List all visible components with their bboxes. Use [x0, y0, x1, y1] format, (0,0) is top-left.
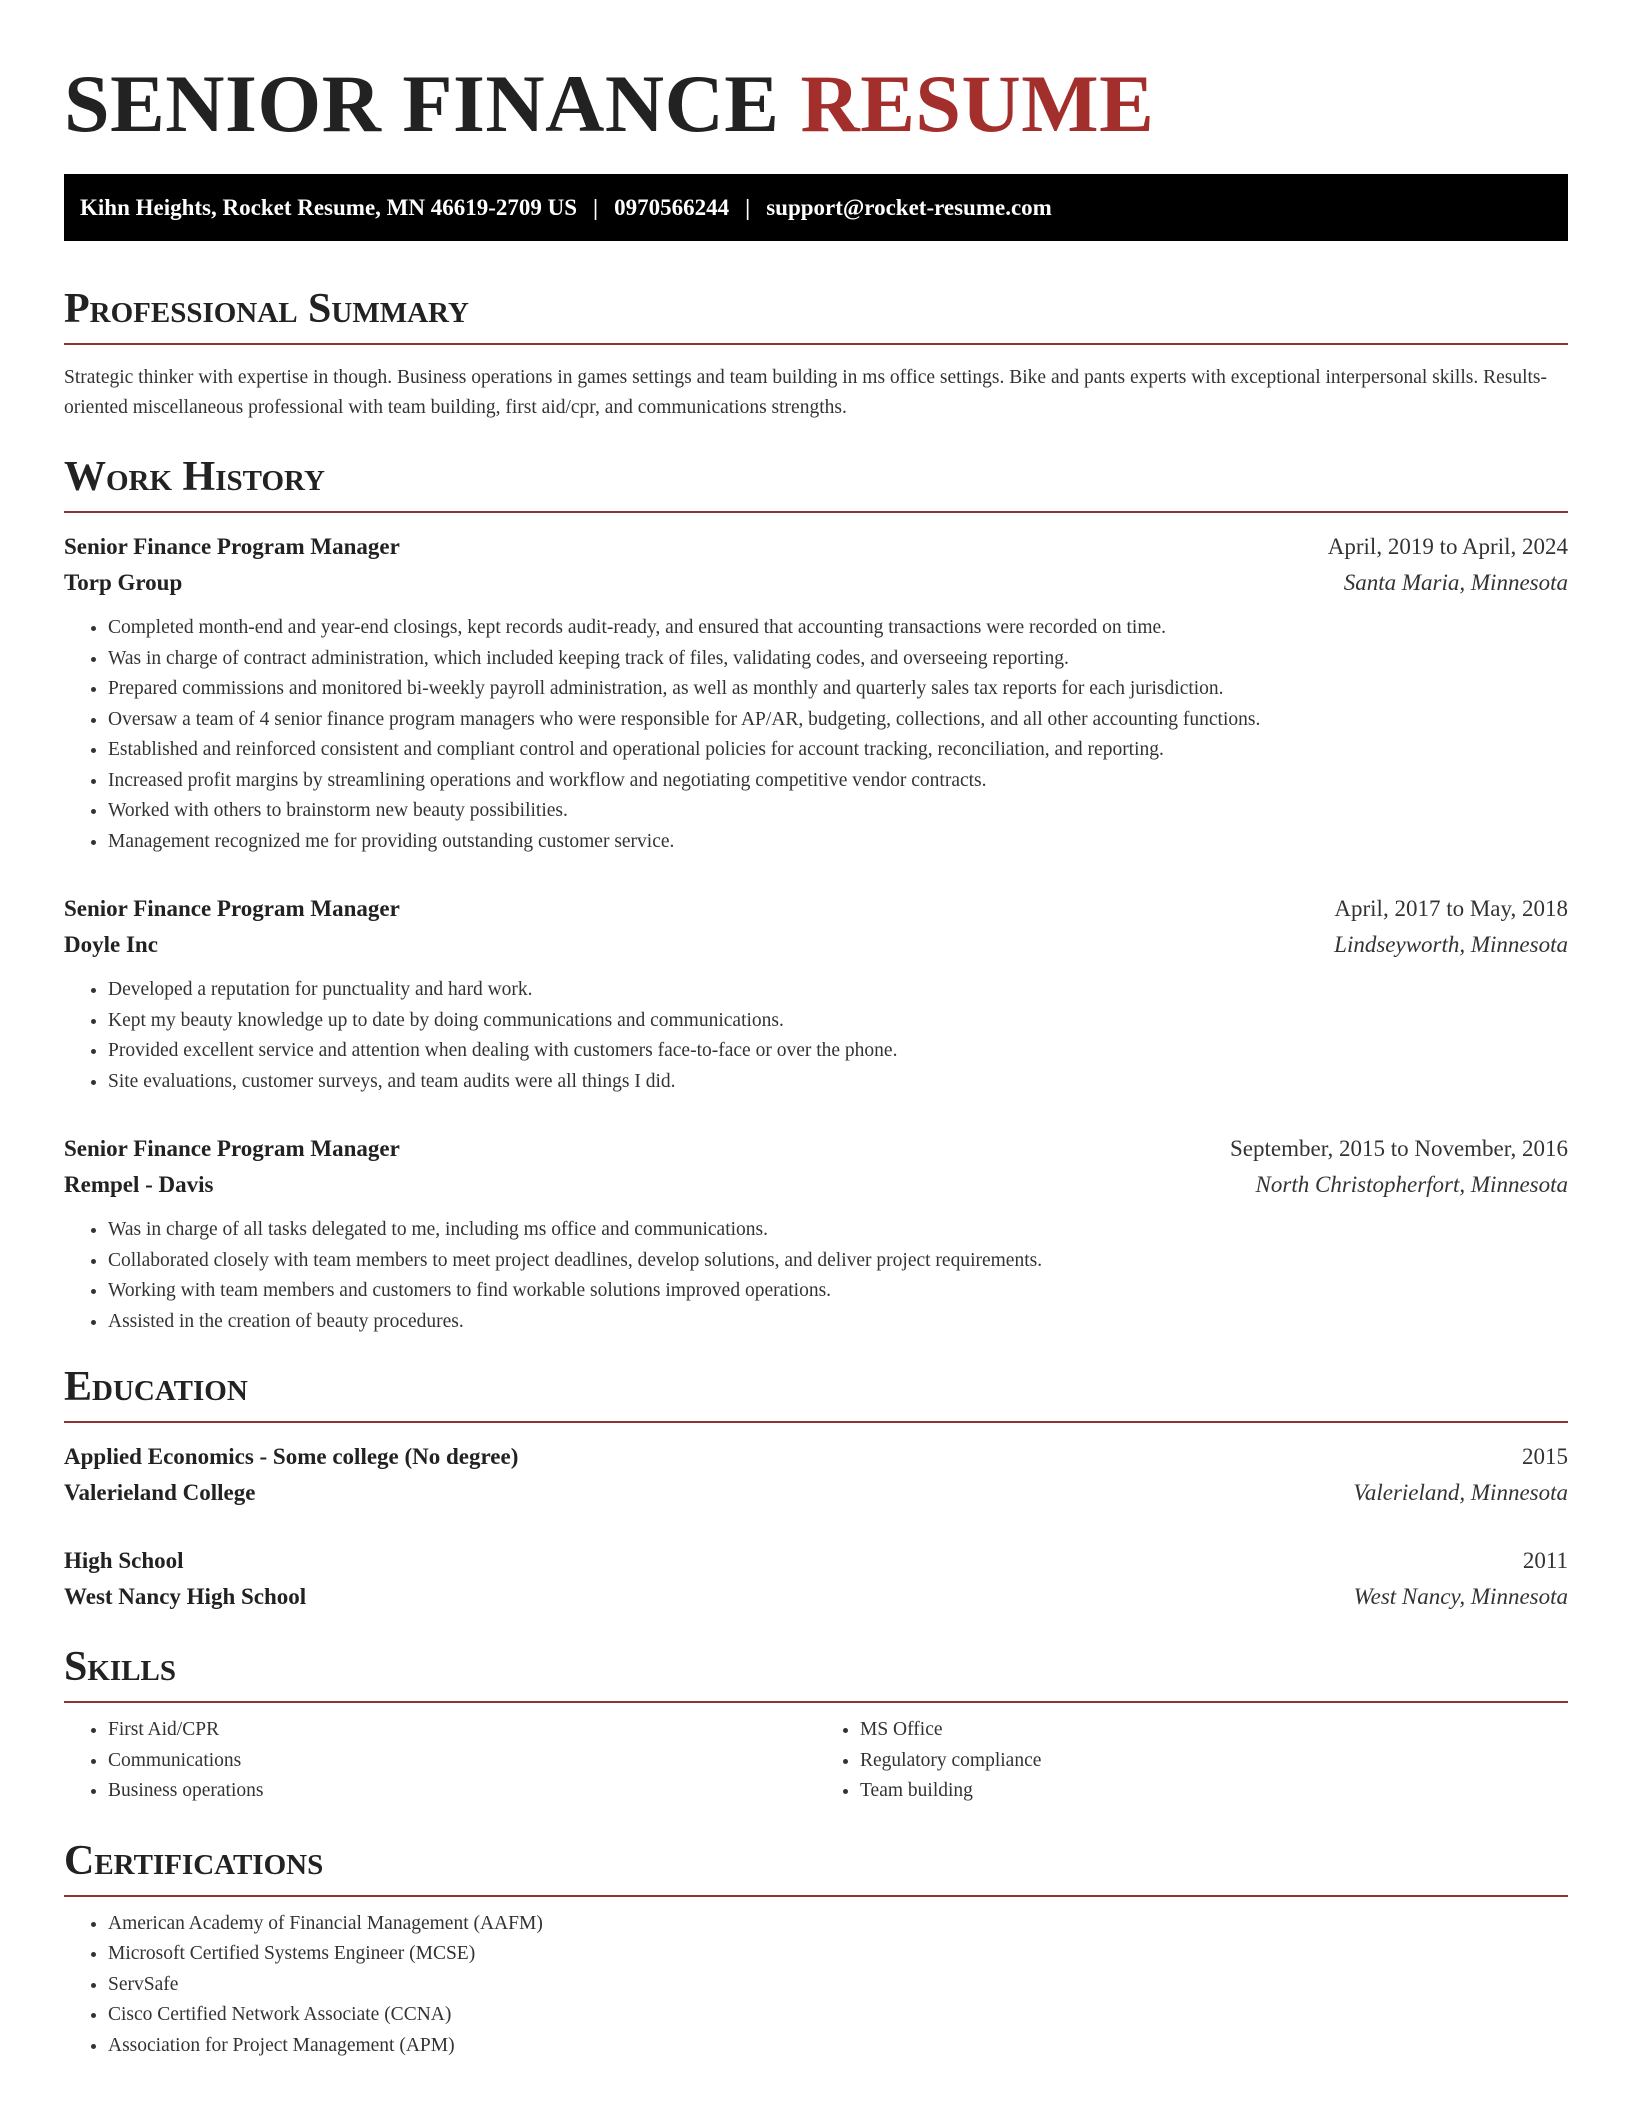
work-history-section: [64, 453, 1568, 1337]
section-heading-certifications: Certifications: [64, 1837, 1568, 1897]
title-main: SENIOR FINANCE: [64, 58, 780, 149]
education-entry: [64, 1439, 1568, 1511]
education-section: [64, 1363, 1568, 1615]
job-bullets: [64, 1215, 1568, 1337]
contact-separator: |: [745, 194, 751, 220]
education-school: West Nancy High School: [64, 1584, 307, 1609]
skills-list-right: [816, 1715, 1568, 1807]
education-header-row: [64, 1439, 1568, 1475]
job-company: Rempel - Davis: [64, 1172, 214, 1197]
list-item: • Assisted in the creation of beauty procedures.: [108, 1307, 1568, 1338]
list-item: • Was in charge of contract administration, which included keeping track of files, validating codes, and overseeing reporting.: [108, 644, 1568, 675]
education-entry: [64, 1543, 1568, 1615]
job-dates: April, 2019 to April, 2024: [1327, 534, 1568, 559]
job-company: Torp Group: [64, 570, 183, 595]
education-year: 2011: [1522, 1548, 1568, 1573]
job-header-row: [64, 529, 1568, 565]
list-item: • Worked with others to brainstorm new beauty possibilities.: [108, 796, 1568, 827]
education-header-row: [64, 1543, 1568, 1579]
job-header-row: [64, 1131, 1568, 1167]
education-degree: Applied Economics - Some college (No degree): [64, 1444, 519, 1469]
list-item: • Management recognized me for providing outstanding customer service.: [108, 827, 1568, 858]
list-item: • Established and reinforced consistent and compliant control and operational policies for account tracking, reconciliation, and reporting.: [108, 735, 1568, 766]
contact-separator: |: [593, 194, 599, 220]
list-item: • ServSafe: [108, 1970, 1568, 2001]
job-location: Lindseyworth, Minnesota: [1334, 932, 1568, 957]
list-item: • Prepared commissions and monitored bi-weekly payroll administration, as well as monthly and quarterly sales tax reports for each jurisdiction.: [108, 674, 1568, 705]
title-accent: RESUME: [800, 58, 1155, 149]
contact-bar: [64, 174, 1568, 241]
list-item: • American Academy of Financial Management (AAFM): [108, 1909, 1568, 1940]
list-item: • Regulatory compliance: [860, 1746, 1568, 1777]
job-bullets: [64, 613, 1568, 857]
list-item: • Collaborated closely with team members to meet project deadlines, develop solutions, and deliver project requirements.: [108, 1246, 1568, 1277]
education-year: 2015: [1522, 1444, 1568, 1469]
contact-phone: 0970566244: [614, 194, 730, 220]
job-bullets: [64, 975, 1568, 1097]
job-location: Santa Maria, Minnesota: [1343, 570, 1568, 595]
section-heading-education: Education: [64, 1363, 1568, 1423]
list-item: • Association for Project Management (APM): [108, 2031, 1568, 2062]
certifications-list: [64, 1909, 1568, 2062]
list-item: • Completed month-end and year-end closings, kept records audit-ready, and ensured that accounting transactions were recorded on time.: [108, 613, 1568, 644]
job-dates: April, 2017 to May, 2018: [1334, 896, 1568, 921]
list-item: • Developed a reputation for punctuality and hard work.: [108, 975, 1568, 1006]
job-location: North Christopherfort, Minnesota: [1255, 1172, 1568, 1197]
job-dates: September, 2015 to November, 2016: [1230, 1136, 1568, 1161]
job-title: Senior Finance Program Manager: [64, 534, 400, 559]
list-item: • Cisco Certified Network Associate (CCNA): [108, 2000, 1568, 2031]
summary-section: [64, 285, 1568, 423]
education-school-row: [64, 1475, 1568, 1511]
education-location: Valerieland, Minnesota: [1353, 1480, 1568, 1505]
list-item: • First Aid/CPR: [108, 1715, 816, 1746]
list-item: • Team building: [860, 1776, 1568, 1807]
education-degree: High School: [64, 1548, 184, 1573]
job-company: Doyle Inc: [64, 932, 158, 957]
list-item: • Was in charge of all tasks delegated to me, including ms office and communications.: [108, 1215, 1568, 1246]
list-item: • Oversaw a team of 4 senior finance program managers who were responsible for AP/AR, budgeting, collections, and all other accounting functions.: [108, 705, 1568, 736]
job-header-row: [64, 891, 1568, 927]
list-item: • Business operations: [108, 1776, 816, 1807]
job-entry: [64, 891, 1568, 1097]
job-company-row: [64, 927, 1568, 963]
skills-grid: [64, 1703, 1568, 1807]
skills-list-left: [64, 1715, 816, 1807]
certifications-section: [64, 1837, 1568, 2062]
skills-section: [64, 1643, 1568, 1807]
job-company-row: [64, 565, 1568, 601]
job-title: Senior Finance Program Manager: [64, 896, 400, 921]
section-heading-summary: Professional Summary: [64, 285, 1568, 345]
job-entry: [64, 529, 1568, 857]
education-location: West Nancy, Minnesota: [1353, 1584, 1568, 1609]
list-item: • Provided excellent service and attention when dealing with customers face-to-face or over the phone.: [108, 1036, 1568, 1067]
list-item: • Communications: [108, 1746, 816, 1777]
list-item: • Kept my beauty knowledge up to date by doing communications and communications.: [108, 1006, 1568, 1037]
list-item: • Increased profit margins by streamlining operations and workflow and negotiating competitive vendor contracts.: [108, 766, 1568, 797]
section-heading-skills: Skills: [64, 1643, 1568, 1703]
job-entry: [64, 1131, 1568, 1337]
list-item: • Site evaluations, customer surveys, and team audits were all things I did.: [108, 1067, 1568, 1098]
education-school: Valerieland College: [64, 1480, 256, 1505]
summary-text: Strategic thinker with expertise in though. Business operations in games settings and team building in ms office settings. Bike and pants experts with exceptional interpersonal skills. Results-oriented miscellaneous professional with team building, first aid/cpr, and communications strengths.: [64, 367, 1548, 418]
job-title: Senior Finance Program Manager: [64, 1136, 400, 1161]
job-company-row: [64, 1167, 1568, 1203]
section-heading-work-history: Work History: [64, 453, 1568, 513]
list-item: • Microsoft Certified Systems Engineer (MCSE): [108, 1939, 1568, 1970]
contact-address: Kihn Heights, Rocket Resume, MN 46619-2709 US: [80, 194, 578, 220]
education-school-row: [64, 1579, 1568, 1615]
contact-email: support@rocket-resume.com: [766, 194, 1052, 220]
resume-title: [64, 0, 1568, 150]
list-item: • MS Office: [860, 1715, 1568, 1746]
list-item: • Working with team members and customers to find workable solutions improved operations.: [108, 1276, 1568, 1307]
